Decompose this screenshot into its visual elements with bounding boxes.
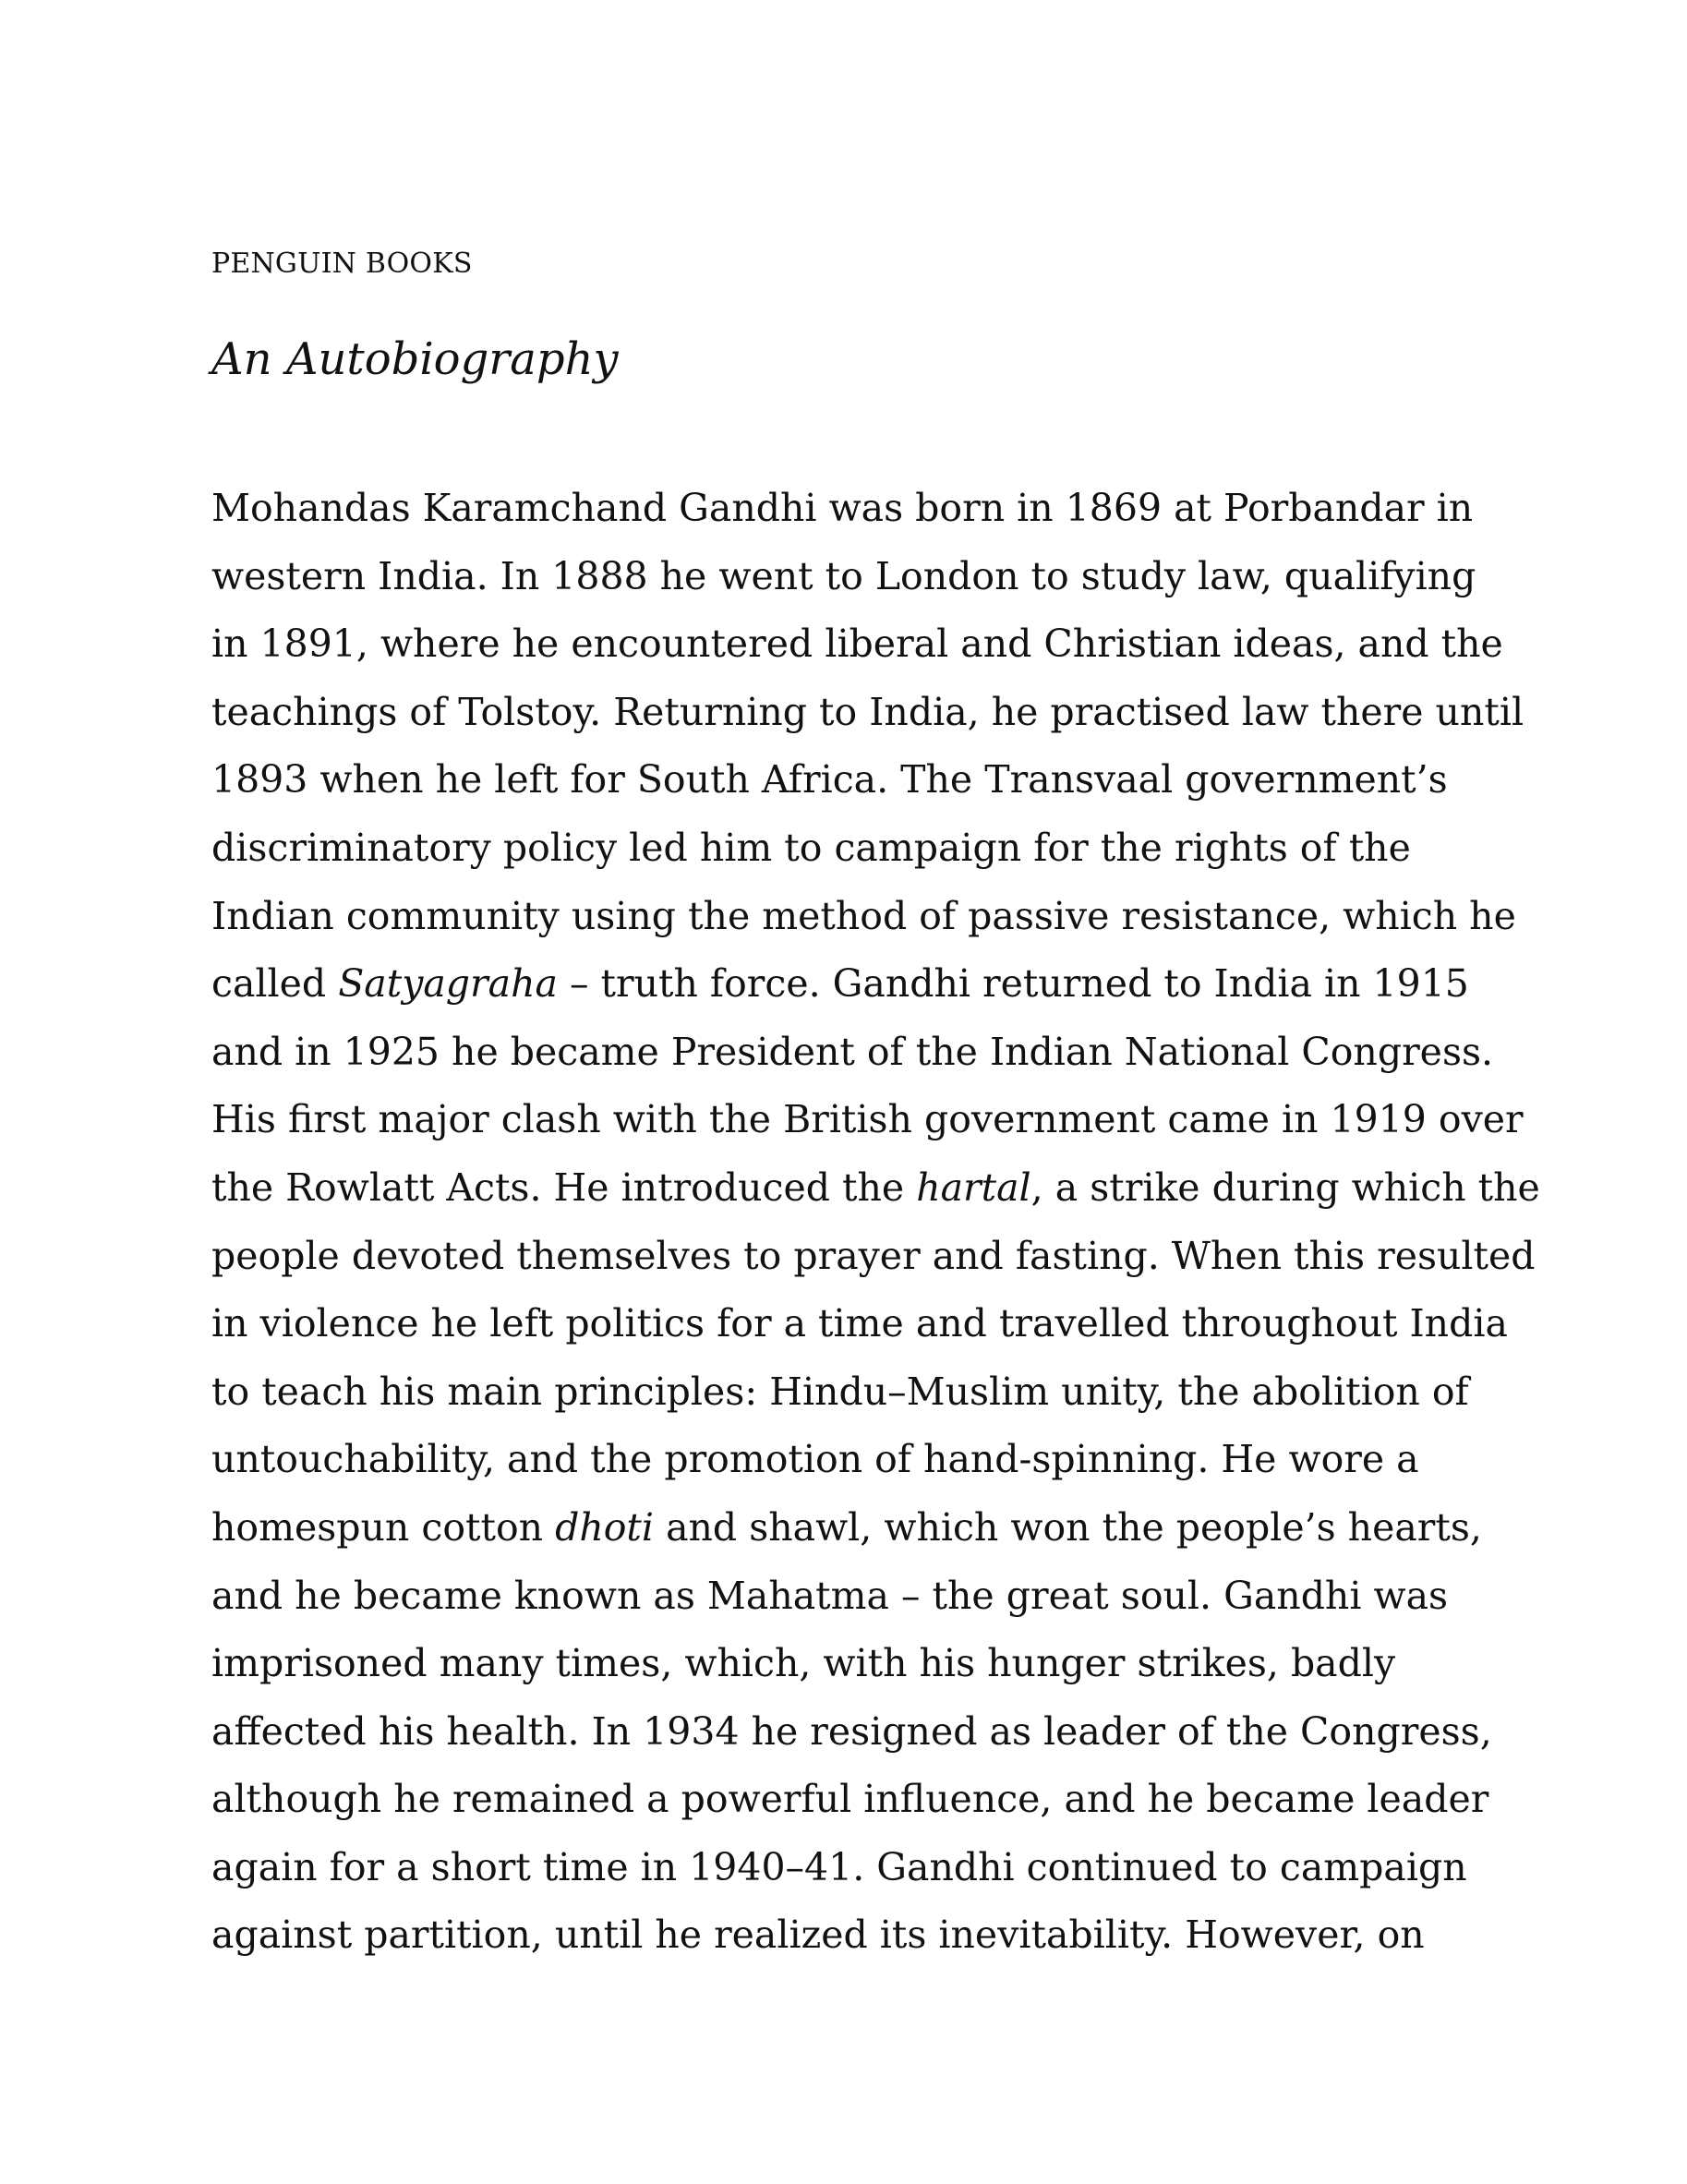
italic-term-satyagraha: Satyagraha — [338, 961, 558, 1007]
text-line: western India. In 1888 he went to London to study law, qualifying — [211, 553, 1476, 598]
text-line: against partition, until he realized its inevitability. However, on — [211, 1913, 1425, 1958]
publisher-imprint: PENGUIN BOOKS — [211, 247, 473, 280]
biography-paragraph — [211, 475, 1540, 1970]
italic-term-dhoti: dhoti — [555, 1504, 655, 1550]
text-line: imprisoned many times, which, with his hunger strikes, badly — [211, 1641, 1396, 1686]
text-line: teachings of Tolstoy. Returning to India, he practised law there until — [211, 689, 1524, 734]
text-line: the Rowlatt Acts. He introduced the hartal, a strike during which the — [211, 1164, 1540, 1210]
text-line: homespun cotton dhoti and shawl, which won the people’s hearts, — [211, 1504, 1482, 1550]
text-line: and in 1925 he became President of the Indian National Congress. — [211, 1029, 1494, 1074]
book-title: An Autobiography — [211, 333, 619, 385]
text-line: Mohandas Karamchand Gandhi was born in 1869 at Porbandar in — [211, 486, 1474, 530]
text-line: people devoted themselves to prayer and fasting. When this resulted — [211, 1233, 1536, 1278]
text-line: in 1891, where he encountered liberal and Christian ideas, and the — [211, 621, 1503, 667]
text-line: in violence he left politics for a time and travelled throughout India — [211, 1301, 1508, 1346]
text-line: to teach his main principles: Hindu–Muslim unity, the abolition of — [211, 1369, 1469, 1414]
text-line: untouchability, and the promotion of hand-spinning. He wore a — [211, 1437, 1419, 1482]
text-line: His first major clash with the British government came in 1919 over — [211, 1097, 1524, 1142]
text-line: although he remained a powerful influence, and he became leader — [211, 1777, 1489, 1822]
text-line: again for a short time in 1940–41. Gandhi continued to campaign — [211, 1844, 1467, 1889]
text-line: called Satyagraha – truth force. Gandhi returned to India in 1915 — [211, 961, 1469, 1007]
text-line: 1893 when he left for South Africa. The Transvaal government’s — [211, 757, 1448, 802]
text-line: and he became known as Mahatma – the great soul. Gandhi was — [211, 1573, 1449, 1618]
text-line: affected his health. In 1934 he resigned as leader of the Congress, — [211, 1708, 1492, 1754]
text-line: discriminatory policy led him to campaign for the rights of the — [211, 825, 1411, 870]
text-line: Indian community using the method of passive resistance, which he — [211, 893, 1516, 938]
italic-term-hartal: hartal — [916, 1164, 1031, 1210]
